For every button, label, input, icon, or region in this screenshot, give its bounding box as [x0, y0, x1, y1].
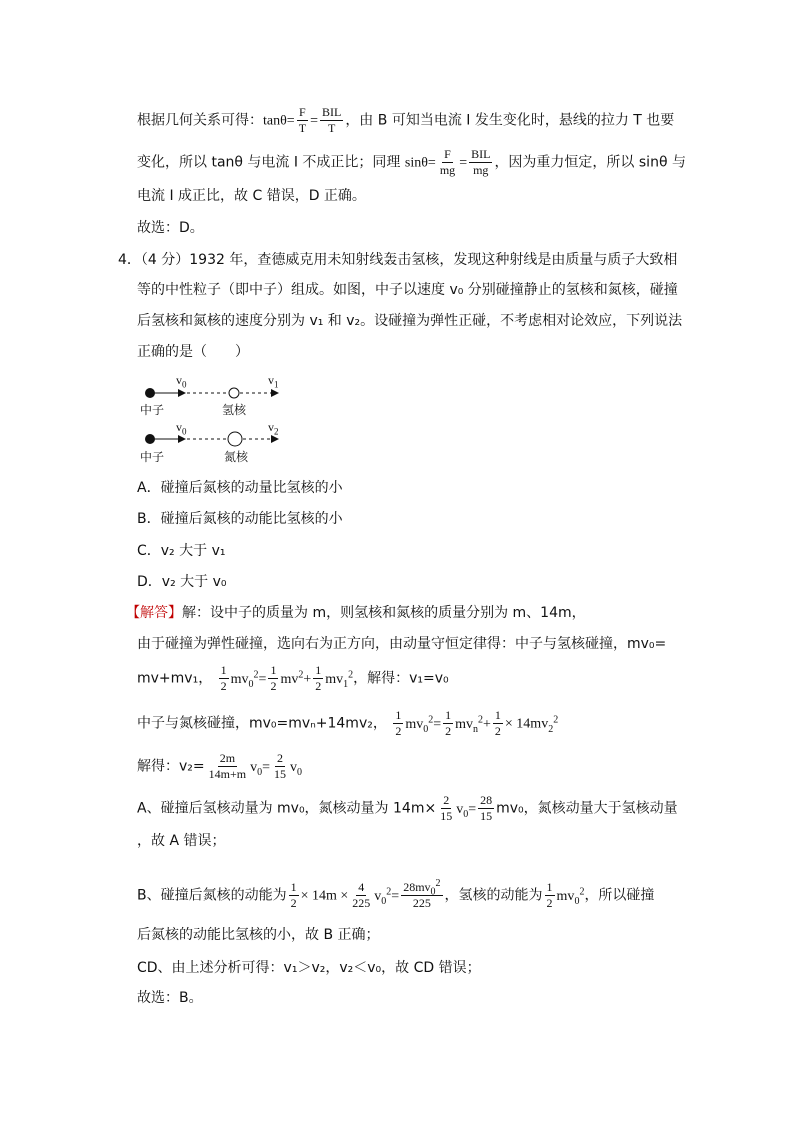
fraction-4-over-225: $\frac{4}{225}$ — [352, 880, 371, 910]
nitrogen-nucleus — [228, 432, 242, 446]
label-v0-row1: $v_0$ — [176, 373, 187, 390]
label-v1: $v_1$ — [268, 373, 279, 390]
answer-line-3: mv+mv₁， $\frac{1}{2}$ $mv_0^2=$ $\frac{1}{2}$ $mv^2+$ $\frac{1}{2}$ $mv_1^2$，解得：v₁=v₀ — [137, 663, 449, 693]
fraction-f-over-mg: $\frac{F}{mg}$ — [439, 147, 456, 177]
fraction-half: $\frac{1}{2}$ — [494, 708, 501, 738]
fraction-2-over-15: $\frac{2}{15}$ — [273, 751, 286, 781]
question-line-4: 正确的是（ ） — [137, 344, 249, 360]
neutron-dot-2 — [145, 434, 155, 444]
fraction-bil-over-t: $\frac{\text{BIL}}{T}$ — [321, 105, 342, 135]
answer-line-1: 【解答】解：设中子的质量为 m，则氢核和氮核的质量分别为 m、14m， — [126, 605, 586, 621]
answer-conclusion: 故选：B。 — [137, 990, 203, 1006]
label-neutron-1: 中子 — [140, 403, 165, 417]
fraction-half: $\frac{1}{2}$ — [395, 708, 402, 738]
fraction-28mv-over-225: $\frac{28mv_0^2}{225}$ — [403, 878, 441, 910]
intro-line-2: 变化，所以 tanθ 与电流 I 不成正比；同理 sinθ= $\frac{F}{mg}$ = $\frac{\text{BIL}}{mg}$ ，因为重力恒定，所以 sinθ 与 — [137, 147, 686, 177]
fraction-half: $\frac{1}{2}$ — [290, 880, 297, 910]
intro-line-1: 根据几何关系可得：tanθ= $\frac{F}{T}$ = $\frac{\text{BIL}}{T}$ ，由 B 可知当电流 I 发生变化时，悬线的拉力 T 也要 — [137, 105, 675, 135]
fraction-28-over-15: $\frac{28}{15}$ — [480, 793, 493, 823]
answer-line-7: ，故 A 错误； — [137, 833, 226, 849]
label-nitrogen: 氮核 — [224, 450, 249, 464]
fraction-half: $\frac{1}{2}$ — [445, 708, 452, 738]
hydrogen-nucleus — [229, 388, 239, 398]
option-c: C．v₂ 大于 v₁ — [137, 543, 226, 559]
fraction-half: $\frac{1}{2}$ — [546, 880, 553, 910]
answer-line-6: A、碰撞后氢核动量为 mv₀，氮核动量为 14m× $\frac{2}{15}$ $v_0=$ $\frac{28}{15}$ mv₀，氮核动量大于氢核动量 — [137, 793, 678, 823]
intro-line-3: 电流 I 成正比，故 C 错误，D 正确。 — [137, 188, 366, 204]
question-line-2: 等的中性粒子（即中子）组成。如图，中子以速度 v₀ 分别碰撞静止的氢核和氮核，碰撞 — [137, 282, 678, 298]
answer-line-9: 后氮核的动能比氢核的小，故 B 正确； — [137, 927, 380, 943]
option-a: A．碰撞后氮核的动量比氢核的小 — [137, 480, 343, 496]
question-number: 4． — [118, 252, 141, 268]
question-line-1: 4．（4 分）1932 年，查德威克用未知射线轰击氢核，发现这种射线是由质量与质子大致相 — [118, 252, 678, 268]
option-b: B．碰撞后氮核的动能比氢核的小 — [137, 511, 343, 527]
label-v2: $v_2$ — [268, 420, 279, 437]
fraction-2-over-15: $\frac{2}{15}$ — [440, 793, 453, 823]
label-neutron-2: 中子 — [140, 450, 165, 464]
fraction-half: $\frac{1}{2}$ — [220, 663, 227, 693]
answer-line-4: 中子与氮核碰撞，mv₀=mvₙ+14mv₂， $\frac{1}{2}$ $mv_0^2=$ $\frac{1}{2}$ $mv_n^2+$ $\frac{1}{2}$ × $14mv_2^2$ — [137, 708, 559, 738]
fraction-half: $\frac{1}{2}$ — [315, 663, 322, 693]
fraction-bil-over-mg: $\frac{\text{BIL}}{mg}$ — [471, 147, 491, 177]
answer-line-8: B、碰撞后氮核的动能为 $\frac{1}{2}$ × 14m × $\frac{4}{225}$ $v_0^2=$ $\frac{28mv_0^2}{225}$ ，氢核的动能为 $\frac{1}{2}$ $mv_0^2$，所以碰撞 — [137, 878, 655, 910]
question-line-3: 后氢核和氮核的速度分别为 v₁ 和 v₂。设碰撞为弹性正碰，不考虑相对论效应，下列说法 — [137, 313, 683, 329]
neutron-dot-1 — [145, 388, 155, 398]
fraction-f-over-t: $\frac{F}{T}$ — [298, 105, 307, 135]
label-v0-row2: $v_0$ — [176, 420, 187, 437]
answer-line-5: 解得：v₂= $\frac{2m}{14m+m}$ $v_0=$ $\frac{2}{15}$ $v_0$ — [137, 751, 302, 781]
answer-line-2: 由于碰撞为弹性碰撞，选向右为正方向，由动量守恒定律得：中子与氢核碰撞，mv₀= — [137, 636, 667, 652]
option-d: D．v₂ 大于 v₀ — [137, 574, 227, 590]
answer-line-10: CD、由上述分析可得：v₁＞v₂，v₂＜v₀，故 CD 错误； — [137, 960, 481, 976]
fraction-half: $\frac{1}{2}$ — [270, 663, 277, 693]
answer-tag: 【解答】 — [126, 605, 182, 621]
fraction-2m-over-15m: $\frac{2m}{14m+m}$ — [208, 751, 247, 781]
intro-conclusion: 故选：D。 — [137, 220, 204, 236]
label-hydrogen: 氢核 — [222, 403, 247, 417]
